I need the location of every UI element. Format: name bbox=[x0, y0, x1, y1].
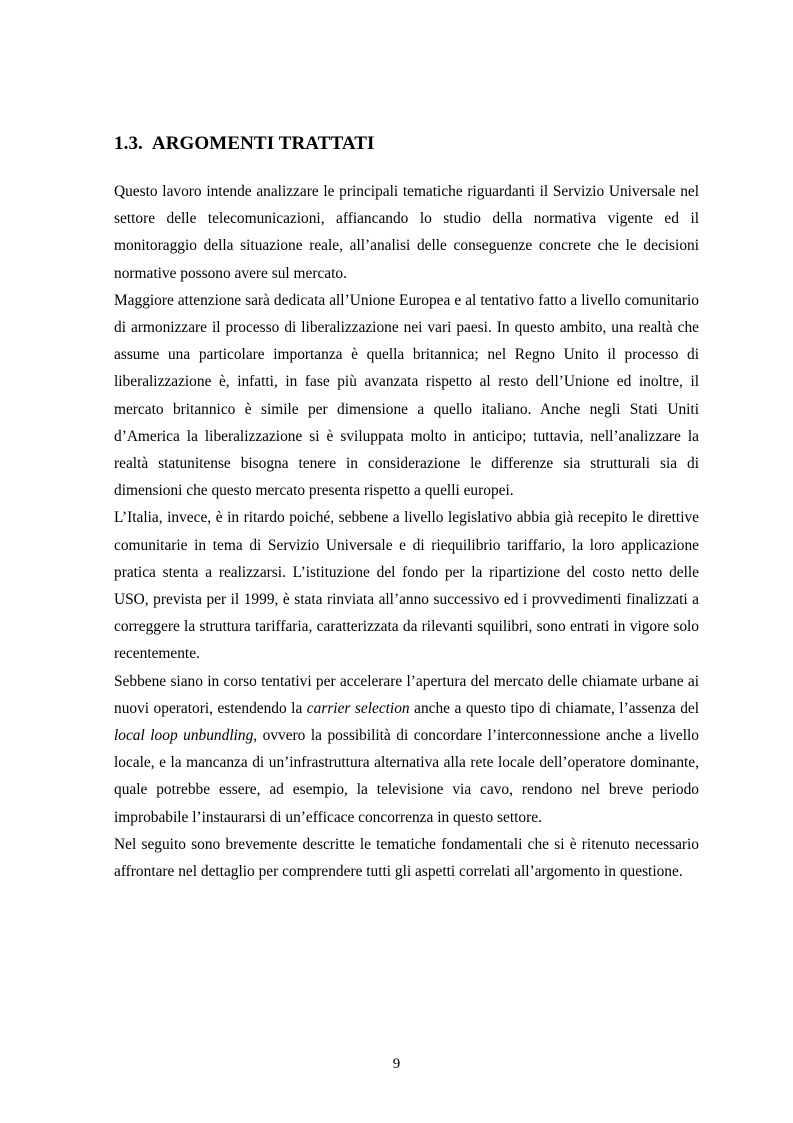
paragraph bbox=[114, 831, 699, 885]
paragraph bbox=[114, 178, 699, 287]
section-number: 1.3. bbox=[114, 133, 143, 154]
paragraph-text: Questo lavoro intende analizzare le principali tematiche riguardanti il Servizio Universale nel settore delle telecomunicazioni, affiancando lo studio della normativa vigente ed il monitoraggio della situazione reale, all’analisi delle conseguenze concrete che le decisioni normative possono avere sul mercato. bbox=[114, 183, 699, 282]
paragraph-text: , ovvero la possibilità di concordare l’interconnessione anche a livello locale, e la mancanza di un’infrastruttura alternativa alla rete locale dell’operatore dominante, quale potrebbe essere, ad esempio, la televisione via cavo, rendono nel breve periodo improbabile l’instaurarsi di un’efficace concorrenza in questo settore. bbox=[114, 727, 699, 826]
paragraph bbox=[114, 504, 699, 667]
paragraph-text: Sebbene siano in corso tentativi per accelerare l’apertura del mercato delle chiamate urbane ai nuovi operatori, estendendo la bbox=[114, 672, 699, 717]
section-title: ARGOMENTI TRATTATI bbox=[151, 133, 375, 154]
italic-term: carrier selection bbox=[306, 699, 410, 717]
paragraph-text: Nel seguito sono brevemente descritte le tematiche fondamentali che si è ritenuto necessario affrontare nel dettaglio per comprendere tutti gli aspetti correlati all’argomento in questione. bbox=[114, 835, 699, 881]
paragraph-text: L’Italia, invece, è in ritardo poiché, sebbene a livello legislativo abbia già recepito le direttive comunitarie in tema di Servizio Universale e di riequilibrio tariffario, la loro applicazione pratica stenta a realizzarsi. L’istituzione del fondo per la ripartizione del costo netto delle USO, prevista per il 1999, è stata rinviata all’anno successivo ed i provvedimenti finalizzati a correggere la struttura tariffaria, caratterizzata da rilevanti squilibri, sono entrati in vigore solo recentemente. bbox=[114, 509, 699, 663]
body-text bbox=[114, 178, 699, 885]
paragraph bbox=[114, 287, 699, 505]
italic-term: local loop unbundling bbox=[114, 727, 254, 745]
paragraph-text: Maggiore attenzione sarà dedicata all’Unione Europea e al tentativo fatto a livello comunitario di armonizzare il processo di liberalizzazione nei vari paesi. In questo ambito, una realtà che assume una particolare importanza è quella britannica; nel Regno Unito il processo di liberalizzazione è, infatti, in fase più avanzata rispetto al resto dell’Unione ed inoltre, il mercato britannico è simile per dimensione a quello italiano. Anche negli Stati Uniti d’America la liberalizzazione si è sviluppata molto in anticipo; tuttavia, nell’analizzare la realtà statunitense bisogna tenere in considerazione le differenze sia strutturali sia di dimensioni che questo mercato presenta rispetto a quelli europei. bbox=[114, 291, 699, 500]
section-heading bbox=[114, 131, 375, 157]
paragraph bbox=[114, 668, 699, 831]
paragraph-text: anche a questo tipo di chiamate, l’assenza del bbox=[409, 699, 699, 717]
page-number: 9 bbox=[392, 1056, 401, 1072]
